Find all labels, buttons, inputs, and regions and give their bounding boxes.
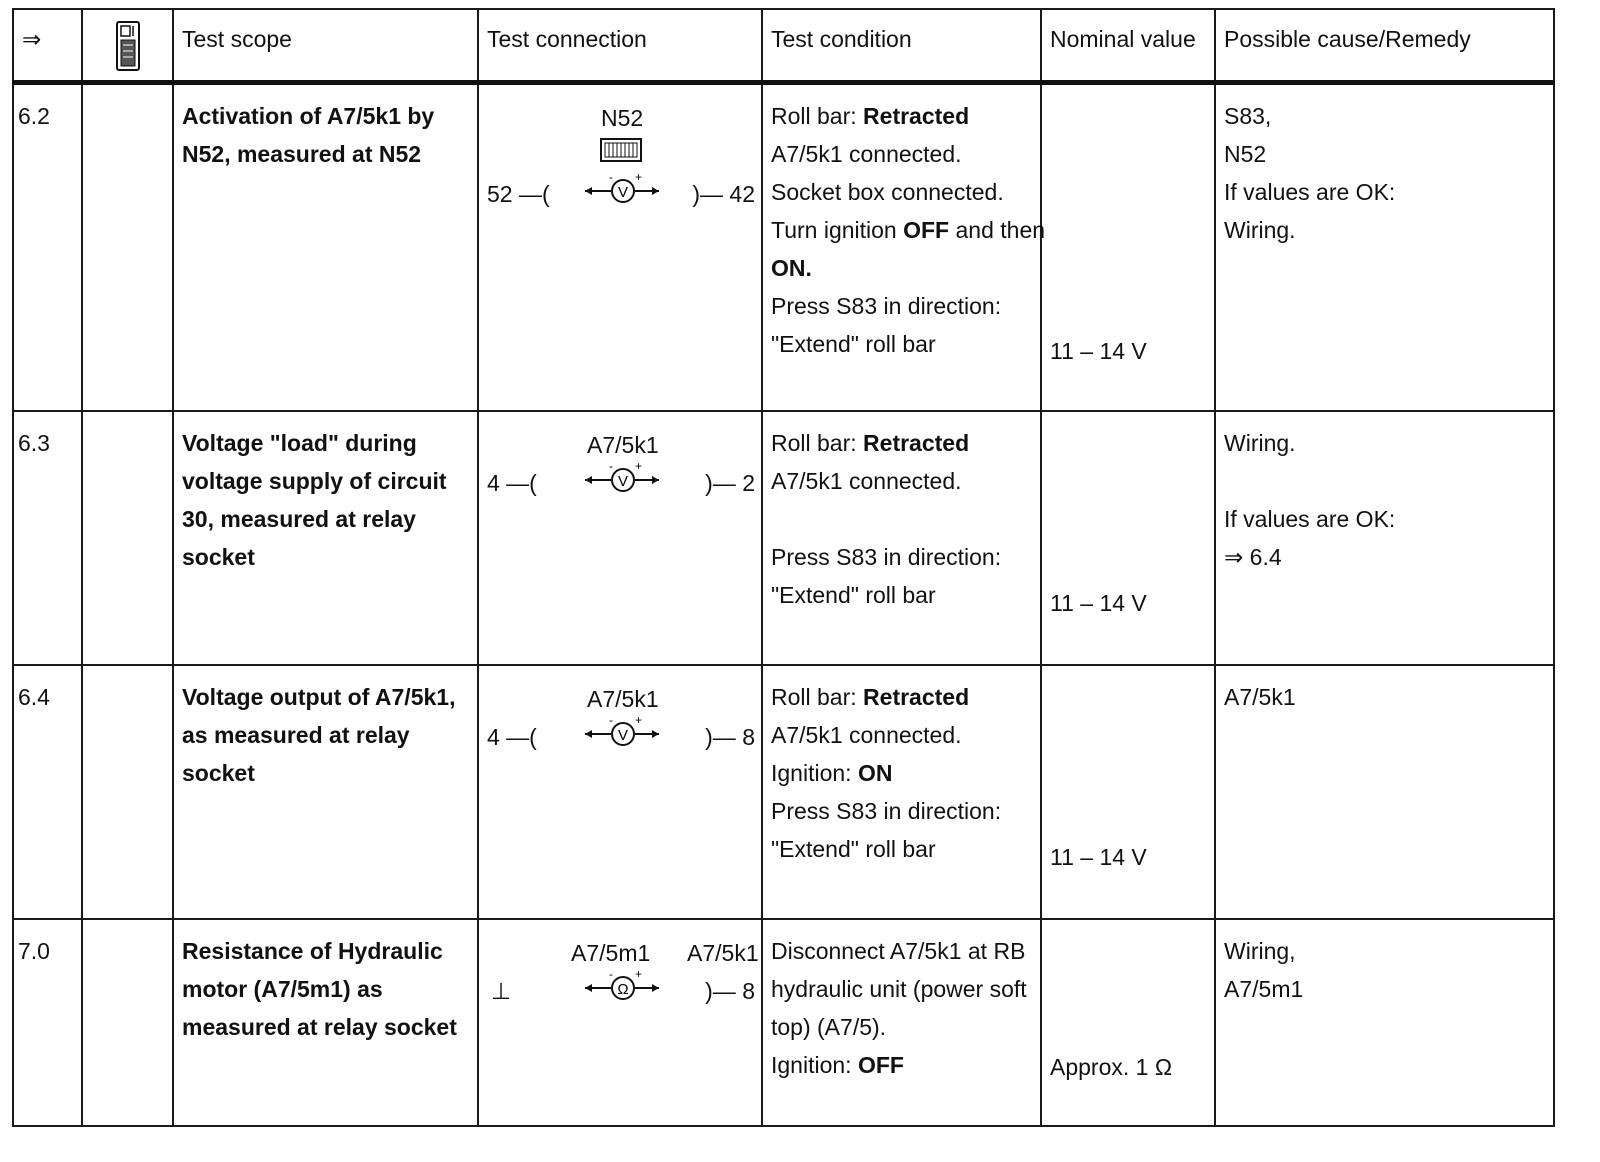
nominal-value [1042, 85, 1214, 410]
condition-emphasis: Retracted [863, 103, 970, 129]
step-cell [13, 411, 82, 665]
nominal-value-text: Approx. 1 Ω [1050, 1054, 1173, 1080]
tester-device-icon [115, 20, 141, 72]
condition-text: top) (A7/5). [771, 1014, 887, 1040]
nominal-value-cell [1041, 919, 1215, 1126]
possible-cause-text [1216, 85, 1553, 249]
nominal-value-cell [1041, 411, 1215, 665]
test-scope-line: as measured at relay [182, 722, 410, 748]
connection-pin-left [491, 972, 511, 1010]
svg-text:-: - [609, 714, 613, 727]
nominal-value-cell [1041, 665, 1215, 919]
condition-line [771, 249, 1032, 287]
voltmeter-icon [583, 171, 663, 205]
header-row [13, 9, 1554, 83]
pin-number-right: 2 [742, 470, 755, 496]
test-condition-cell [762, 83, 1046, 412]
nominal-value-cell [1041, 83, 1215, 412]
connection-component-label: N52 [601, 105, 644, 131]
step-number: 7.0 [18, 938, 50, 964]
test-condition-cell [762, 919, 1041, 1126]
test-scope-line: socket [182, 544, 255, 570]
header-nominal-value: Nominal value [1041, 9, 1215, 83]
test-scope-text [174, 920, 477, 1046]
pin-number-right: 8 [742, 978, 755, 1004]
table-row [13, 665, 1554, 919]
condition-line [771, 792, 1032, 830]
svg-text:+: + [635, 460, 643, 473]
remedy-line: S83, [1224, 103, 1272, 129]
step-number: 6.2 [18, 103, 50, 129]
arrow-icon: ⇒ [22, 26, 42, 52]
condition-emphasis: Retracted [863, 430, 970, 456]
header-test-scope: Test scope [173, 9, 478, 83]
svg-text:-: - [609, 460, 613, 473]
test-scope-line: socket [182, 760, 255, 786]
voltmeter-icon [583, 714, 663, 748]
tester-cell [82, 919, 173, 1126]
test-scope-cell [173, 83, 478, 412]
condition-text: A7/5k1 connected. [771, 141, 962, 167]
connection-component-label: A7/5m1 [571, 940, 651, 966]
condition-text: hydraulic unit (power soft [771, 976, 1027, 1002]
connection-pin-left [487, 464, 537, 502]
condition-text: A7/5k1 connected. [771, 468, 962, 494]
condition-emphasis: Retracted [863, 684, 970, 710]
plug-connector-left-icon: —( [499, 470, 537, 496]
pin-number-right: 42 [729, 181, 755, 207]
possible-cause-cell [1215, 665, 1554, 919]
test-scope-text [174, 85, 477, 173]
condition-line [771, 325, 1032, 363]
step-number: 6.4 [18, 684, 50, 710]
condition-emphasis: OFF [903, 217, 950, 243]
condition-line [771, 754, 1032, 792]
condition-text: Disconnect A7/5k1 at RB [771, 938, 1026, 964]
svg-text:Ω: Ω [617, 981, 629, 998]
plug-connector-right-icon: )— [705, 724, 743, 750]
control-unit-icon [599, 137, 643, 165]
connection-pin-left [487, 175, 550, 213]
ohmmeter-icon [583, 968, 663, 1002]
tester-cell [82, 83, 173, 412]
test-scope-cell [173, 919, 478, 1126]
test-scope-line: Voltage "load" during [182, 430, 417, 456]
svg-text:-: - [609, 968, 613, 981]
connection-component-label-2: A7/5k1 [687, 940, 759, 966]
condition-text: Press S83 in direction: [771, 293, 1002, 319]
nominal-value-text: 11 – 14 V [1050, 338, 1147, 364]
test-connection-cell [478, 411, 762, 665]
connection-pin-right [705, 718, 755, 756]
possible-cause-cell [1215, 411, 1554, 665]
condition-text: Ignition: [771, 1052, 858, 1078]
header-tester [82, 9, 173, 83]
svg-text:V: V [617, 473, 629, 490]
test-table-sheet [12, 8, 1553, 1154]
test-connection-cell [478, 83, 762, 412]
condition-emphasis: ON. [771, 255, 812, 281]
test-scope-line: Voltage output of A7/5k1, [182, 684, 456, 710]
connection-pin-right [705, 972, 755, 1010]
test-scope-text [174, 666, 477, 792]
condition-line [771, 462, 1032, 500]
step-cell [13, 83, 82, 412]
remedy-line [1224, 462, 1545, 500]
condition-text: A7/5k1 connected. [771, 722, 962, 748]
condition-text: Press S83 in direction: [771, 798, 1002, 824]
condition-text: Turn ignition [771, 217, 904, 243]
test-condition-text [763, 666, 1040, 868]
possible-cause-cell [1215, 919, 1554, 1126]
condition-text: Roll bar: [771, 103, 864, 129]
header-possible-cause: Possible cause/Remedy [1215, 9, 1554, 83]
condition-line [771, 287, 1032, 325]
condition-line [771, 135, 1032, 173]
condition-emphasis: OFF [857, 1052, 904, 1078]
step-number: 6.3 [18, 430, 50, 456]
condition-line [771, 211, 1046, 249]
connection-diagram [479, 85, 761, 410]
connection-diagram [479, 920, 761, 1125]
table-row [13, 83, 1554, 412]
test-scope-line: measured at relay socket [182, 1014, 457, 1040]
table-row [13, 919, 1554, 1126]
svg-text:+: + [635, 714, 643, 727]
voltmeter-icon [583, 460, 663, 494]
test-scope-line: Resistance of Hydraulic [182, 938, 443, 964]
possible-cause-cell [1215, 83, 1554, 412]
possible-cause-text [1216, 666, 1553, 716]
possible-cause-text [1216, 412, 1553, 576]
header-test-connection: Test connection [478, 9, 762, 83]
possible-cause-text [1216, 920, 1553, 1008]
connection-pin-left [487, 718, 537, 756]
condition-text: Roll bar: [771, 684, 864, 710]
svg-text:+: + [635, 968, 643, 981]
test-scope-cell [173, 665, 478, 919]
pin-number-left: 52 [487, 181, 513, 207]
tester-cell [82, 411, 173, 665]
plug-connector-right-icon: )— [692, 181, 730, 207]
test-condition-text [763, 85, 1046, 363]
condition-text: "Extend" roll bar [771, 836, 936, 862]
connection-pin-right [692, 175, 755, 213]
remedy-line: A7/5m1 [1224, 976, 1304, 1002]
svg-text:-: - [609, 171, 613, 184]
remedy-line: Wiring. [1224, 430, 1296, 456]
condition-line [771, 716, 1032, 754]
nominal-value-text: 11 – 14 V [1050, 844, 1147, 870]
condition-line [771, 678, 1032, 716]
condition-line [771, 576, 1032, 614]
test-table [12, 8, 1555, 1127]
condition-line [771, 932, 1032, 970]
step-cell [13, 919, 82, 1126]
condition-line [771, 1046, 1032, 1084]
condition-line [771, 830, 1032, 868]
remedy-line: ⇒ 6.4 [1224, 544, 1282, 570]
plug-connector-right-icon: )— [705, 978, 743, 1004]
nominal-value [1042, 412, 1214, 664]
condition-line [771, 424, 1032, 462]
condition-text: Roll bar: [771, 430, 864, 456]
remedy-line: N52 [1224, 141, 1267, 167]
nominal-value-text: 11 – 14 V [1050, 590, 1147, 616]
condition-line [771, 173, 1032, 211]
condition-line [771, 97, 1032, 135]
remedy-line: Wiring. [1224, 217, 1296, 243]
test-scope-cell [173, 411, 478, 665]
connection-component-label: A7/5k1 [587, 432, 659, 458]
header-arrow [13, 9, 82, 83]
test-scope-line: motor (A7/5m1) as [182, 976, 383, 1002]
condition-line [771, 538, 1032, 576]
condition-text: "Extend" roll bar [771, 582, 936, 608]
condition-emphasis: ON [857, 760, 893, 786]
test-connection-cell [478, 919, 762, 1126]
connection-pin-right [705, 464, 755, 502]
remedy-line: Wiring, [1224, 938, 1296, 964]
condition-line [771, 970, 1032, 1008]
connection-component-label: A7/5k1 [587, 686, 659, 712]
table-row [13, 411, 1554, 665]
pin-number-left: 4 [487, 724, 500, 750]
test-scope-line: N52, measured at N52 [182, 141, 422, 167]
pin-number-right: 8 [742, 724, 755, 750]
tester-cell [82, 665, 173, 919]
svg-text:+: + [635, 171, 643, 184]
svg-text:V: V [617, 727, 629, 744]
nominal-value [1042, 920, 1214, 1125]
plug-connector-left-icon: —( [499, 724, 537, 750]
condition-line [771, 500, 1032, 538]
test-condition-cell [762, 411, 1041, 665]
remedy-line: A7/5k1 [1224, 684, 1296, 710]
nominal-value [1042, 666, 1214, 918]
test-scope-line: voltage supply of circuit [182, 468, 447, 494]
test-scope-line: 30, measured at relay [182, 506, 416, 532]
header-test-condition: Test condition [762, 9, 1041, 83]
pin-number-left: 4 [487, 470, 500, 496]
test-connection-cell [478, 665, 762, 919]
condition-text: Socket box connected. [771, 179, 1004, 205]
test-condition-text [763, 920, 1040, 1084]
condition-text: and then [949, 217, 1046, 243]
condition-text: "Extend" roll bar [771, 331, 936, 357]
condition-text: Press S83 in direction: [771, 544, 1002, 570]
condition-line [771, 1008, 1032, 1046]
test-condition-cell [762, 665, 1041, 919]
plug-connector-right-icon: )— [705, 470, 743, 496]
remedy-line: If values are OK: [1224, 506, 1396, 532]
connection-diagram [479, 412, 761, 664]
test-condition-text [763, 412, 1040, 614]
test-scope-text [174, 412, 477, 576]
step-cell [13, 665, 82, 919]
svg-text:V: V [617, 184, 629, 201]
plug-connector-left-icon: —( [512, 181, 550, 207]
connection-diagram [479, 666, 761, 918]
test-scope-line: Activation of A7/5k1 by [182, 103, 435, 129]
remedy-line: If values are OK: [1224, 179, 1396, 205]
condition-text: Ignition: [771, 760, 858, 786]
pin-number-left: ⊥ [491, 978, 512, 1004]
